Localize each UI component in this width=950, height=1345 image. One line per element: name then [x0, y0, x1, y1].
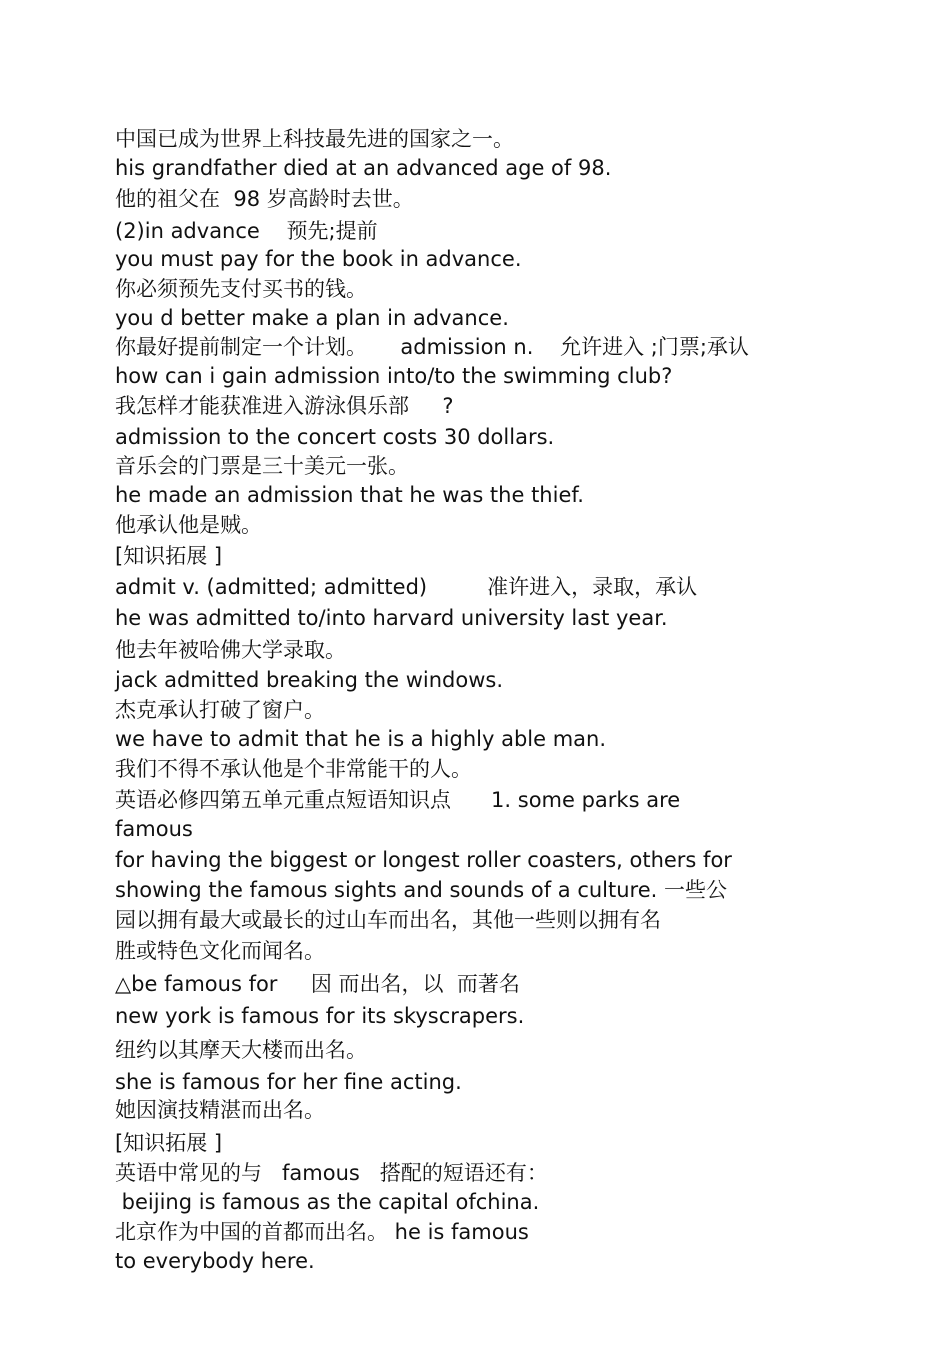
text-line: 园以拥有最大或最长的过山车而出名，其他一些则以拥有名 — [115, 908, 661, 932]
text-line: 他去年被哈佛大学录取。 — [115, 638, 346, 662]
text-line: 你必须预先支付买书的钱。 — [115, 277, 367, 301]
text-line: △be famous for 因 而出名，以 而著名 — [115, 972, 520, 996]
text-line: admission to the concert costs 30 dollars. — [115, 425, 555, 449]
text-line: you d better make a plan in advance. — [115, 306, 509, 330]
text-line: beijing is famous as the capital ofchina. — [115, 1190, 540, 1214]
text-line: 纽约以其摩天大楼而出名。 — [115, 1038, 367, 1062]
text-line: [知识拓展 ] — [115, 1131, 223, 1155]
text-line: how can i gain admission into/to the swimming club? — [115, 364, 673, 388]
text-line: 音乐会的门票是三十美元一张。 — [115, 454, 409, 478]
text-line: 英语中常见的与 famous 搭配的短语还有： — [115, 1161, 548, 1185]
text-line: 英语必修四第五单元重点短语知识点 1. some parks are — [115, 788, 681, 812]
text-line: (2)in advance 预先;提前 — [115, 219, 378, 243]
text-line: 他的祖父在 98 岁高龄时去世。 — [115, 187, 414, 211]
text-line: 她因演技精湛而出名。 — [115, 1098, 325, 1122]
text-line: 胜或特色文化而闻名。 — [115, 939, 325, 963]
text-line: she is famous for her fine acting. — [115, 1070, 462, 1094]
text-line: 我怎样才能获准进入游泳俱乐部 ? — [115, 394, 454, 418]
text-line: 杰克承认打破了窗户。 — [115, 698, 325, 722]
text-line: famous — [115, 817, 193, 841]
text-line: [知识拓展 ] — [115, 544, 223, 568]
text-line: we have to admit that he is a highly able man. — [115, 727, 607, 751]
text-line: new york is famous for its skyscrapers. — [115, 1004, 525, 1028]
text-line: his grandfather died at an advanced age of 98. — [115, 156, 612, 180]
text-line: to everybody here. — [115, 1249, 315, 1273]
text-line: jack admitted breaking the windows. — [115, 668, 503, 692]
text-line: he was admitted to/into harvard university last year. — [115, 606, 668, 630]
text-line: 中国已成为世界上科技最先进的国家之一。 — [115, 127, 514, 151]
text-line: admit v. (admitted; admitted) 准许进入，录取，承认 — [115, 575, 698, 599]
text-line: showing the famous sights and sounds of a culture. 一些公 — [115, 878, 727, 902]
text-line: 我们不得不承认他是个非常能干的人。 — [115, 757, 472, 781]
text-line: 北京作为中国的首都而出名。 he is famous — [115, 1220, 529, 1244]
text-line: 你最好提前制定一个计划。 admission n. 允许进入 ;门票;承认 — [115, 335, 749, 359]
text-line: for having the biggest or longest roller coasters, others for — [115, 848, 732, 872]
text-line: he made an admission that he was the thief. — [115, 483, 584, 507]
text-line: you must pay for the book in advance. — [115, 247, 522, 271]
text-line: 他承认他是贼。 — [115, 513, 262, 537]
